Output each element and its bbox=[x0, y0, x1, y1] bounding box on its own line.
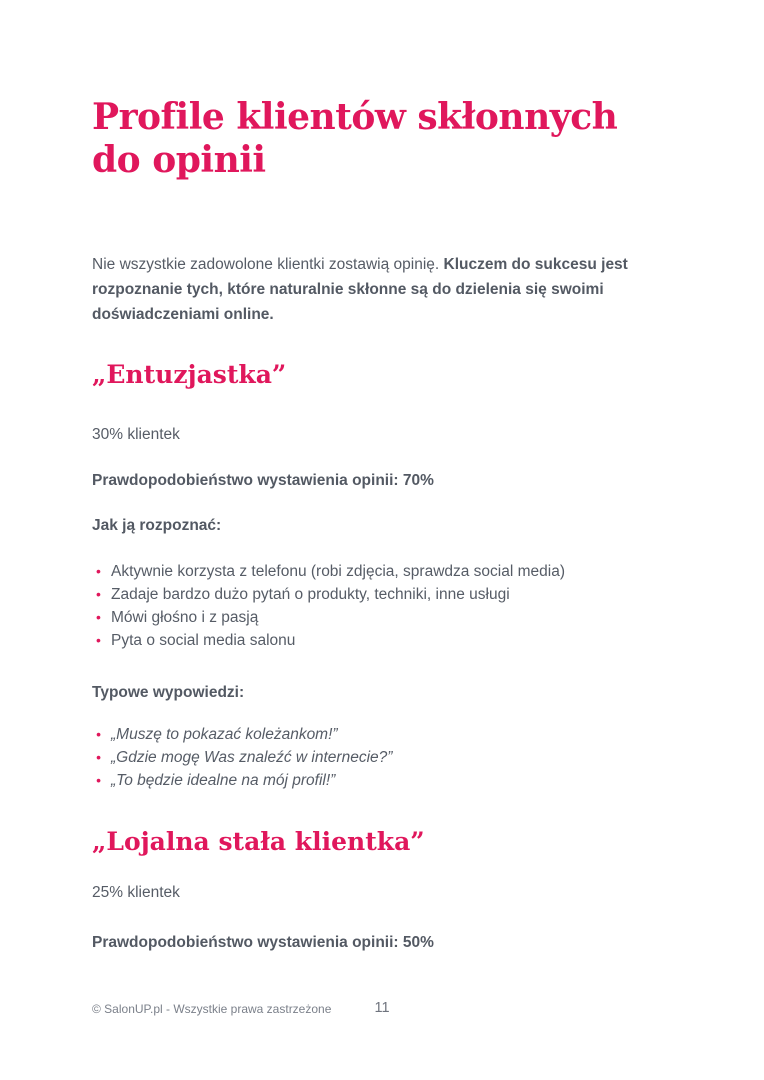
copyright-text: © SalonUP.pl - Wszystkie prawa zastrzeżone bbox=[92, 1002, 332, 1016]
section-heading-lojalna: „Lojalna stała klientka” bbox=[92, 827, 425, 856]
page-number: 11 bbox=[374, 1000, 390, 1016]
list-item: • Pyta o social media salonu bbox=[96, 629, 674, 652]
list-item: • Mówi głośno i z pasją bbox=[96, 606, 674, 629]
client-share-lojalna: 25% klientek bbox=[92, 884, 180, 901]
quotes-label: Typowe wypowiedzi: bbox=[92, 684, 245, 701]
probability-line-lojalna: Prawdopodobieństwo wystawienia opinii: 50% bbox=[92, 934, 434, 951]
page-title: Profile klientów skłonnych do opinii bbox=[92, 96, 618, 181]
probability-line-entuzjastka: Prawdopodobieństwo wystawienia opinii: 70% bbox=[92, 472, 434, 489]
recognize-list bbox=[92, 560, 674, 652]
list-item: • Zadaje bardzo dużo pytań o produkty, techniki, inne usługi bbox=[96, 583, 674, 606]
quote-item: • „Gdzie mogę Was znaleźć w internecie?” bbox=[96, 746, 674, 769]
intro-text-bold: Kluczem do sukcesu jest rozpoznanie tych, które naturalnie skłonne są do dzielenia się swoimi doświadczeniami online. bbox=[92, 256, 628, 323]
section-heading-entuzjastka: „Entuzjastka” bbox=[92, 360, 287, 389]
quotes-list bbox=[92, 723, 674, 792]
intro-paragraph bbox=[92, 252, 674, 327]
quote-item: • „To będzie idealne na mój profil!” bbox=[96, 769, 674, 792]
intro-text-regular: Nie wszystkie zadowolone klientki zostawią opinię. bbox=[92, 256, 444, 273]
page-footer bbox=[92, 1000, 672, 1020]
quote-item: • „Muszę to pokazać koleżankom!” bbox=[96, 723, 674, 746]
list-item: • Aktywnie korzysta z telefonu (robi zdjęcia, sprawdza social media) bbox=[96, 560, 674, 583]
client-share-entuzjastka: 30% klientek bbox=[92, 426, 180, 443]
recognize-label: Jak ją rozpoznać: bbox=[92, 517, 222, 534]
